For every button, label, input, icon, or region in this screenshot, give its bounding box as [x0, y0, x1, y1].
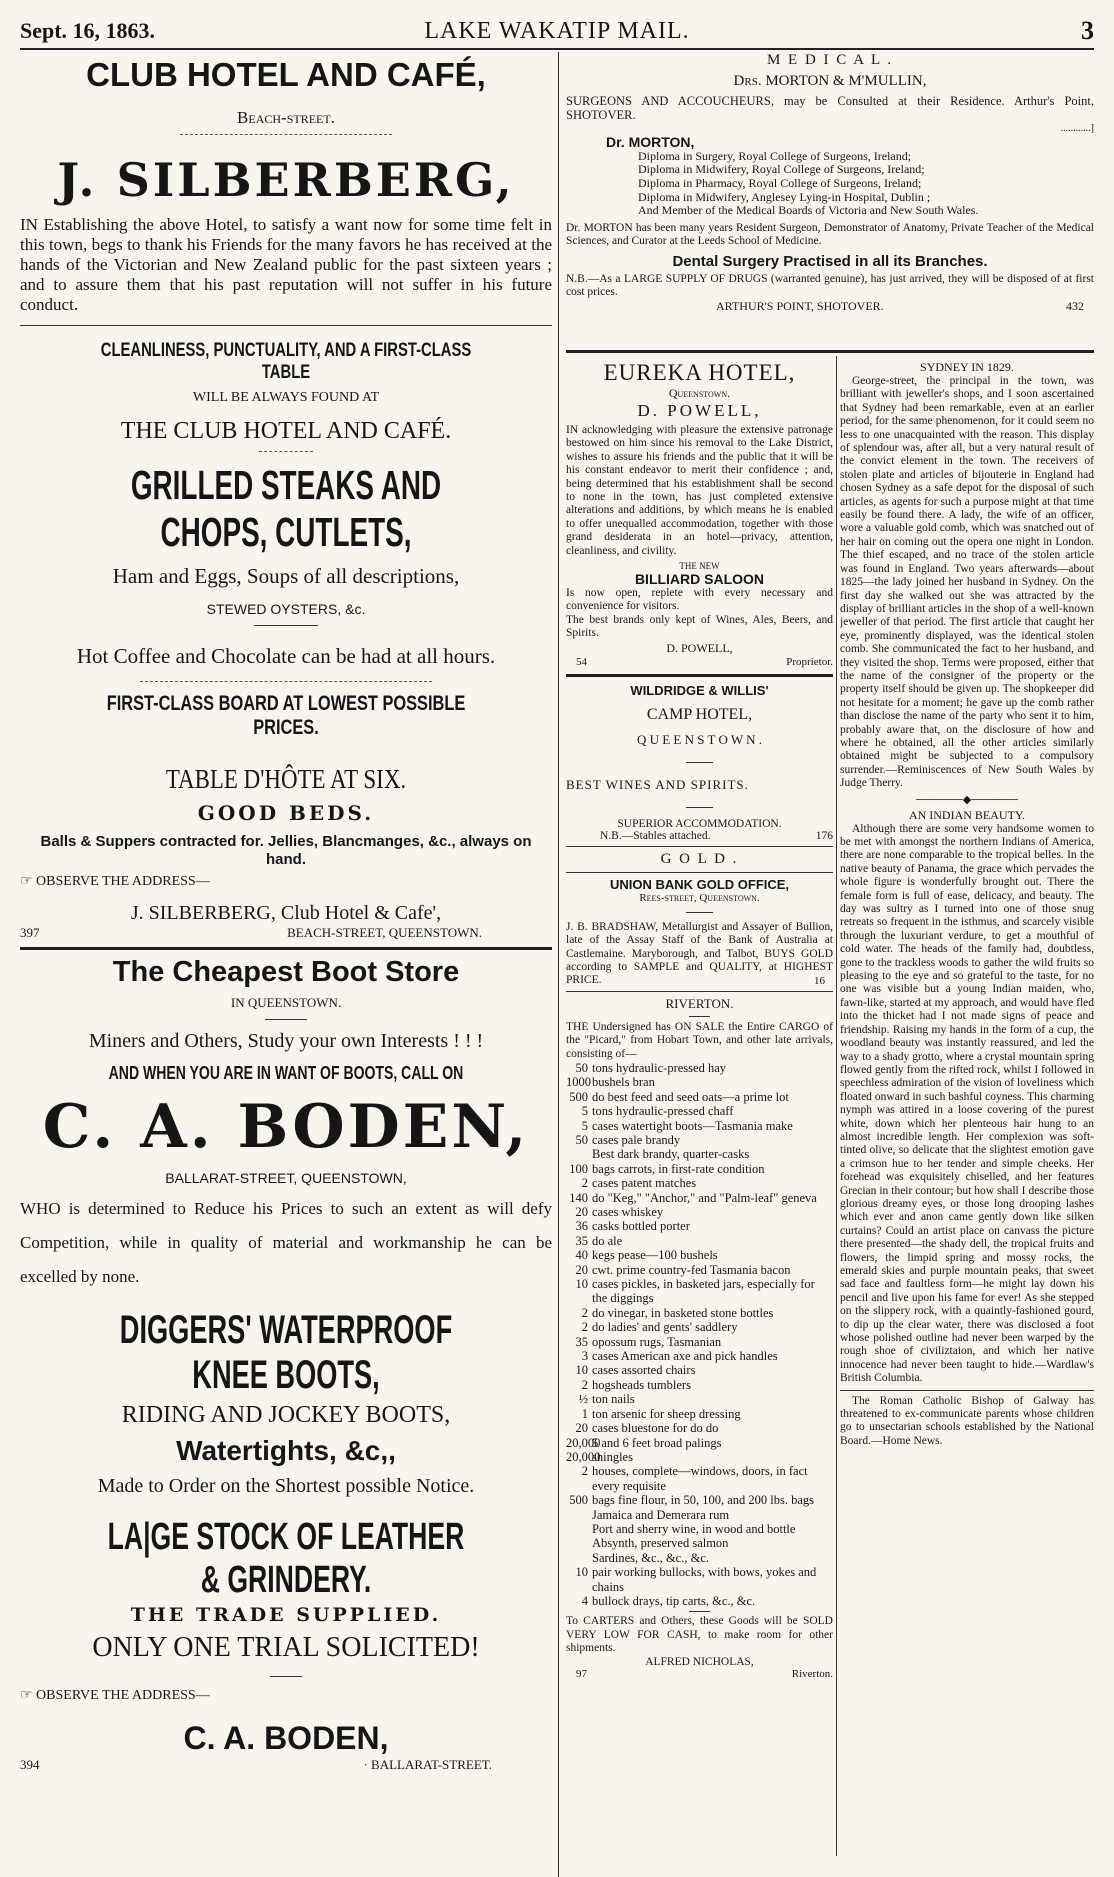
union-bank-street: Rees-street, Queenstown. [639, 891, 760, 904]
cargo-description: bullock drays, tip carts, &c., &c. [592, 1593, 756, 1608]
masthead [20, 14, 1094, 50]
watertights: Watertights, &c,, [176, 1435, 396, 1466]
billiard-saloon: BILLIARD SALOON [634, 571, 765, 588]
cargo-item [566, 1075, 833, 1089]
cargo-description: do "Keg," "Anchor," and "Palm-leaf" geneva [592, 1190, 817, 1205]
cargo-list [566, 1061, 833, 1608]
issue-date: Sept. 16, 1863. [20, 18, 156, 43]
paper-title: LAKE WAKATIP MAIL. [424, 18, 690, 44]
grilled-steaks: GRILLED STEAKS AND CHOPS, CUTLETS, [130, 462, 442, 555]
ornament-rule: ──────◆────── [916, 793, 1018, 806]
medical-footer [566, 299, 1094, 314]
section-rule [566, 674, 833, 677]
cargo-description: shingles [592, 1449, 633, 1464]
camp-hotel-name: CAMP HOTEL, [646, 705, 753, 723]
section-rule [566, 991, 833, 992]
divider [686, 807, 713, 808]
proprietor-name: J. SILBERBERG, [57, 153, 515, 207]
diggers-boots: DIGGERS' WATERPROOF KNEE BOOTS, [119, 1308, 453, 1397]
ad-number: 16 [814, 974, 825, 987]
eureka-hotel-ad [566, 360, 833, 668]
cargo-quantity: 1 [581, 1406, 588, 1421]
cargo-description: cases bluestone for do do [592, 1421, 719, 1436]
riverton-sign: ALFRED NICHOLAS, [645, 1655, 754, 1668]
club-street-footer: BEACH-STREET, QUEENSTOWN. [287, 925, 482, 940]
ham-and-eggs: Ham and Eggs, Soups of all descriptions, [112, 564, 460, 588]
cargo-description: do ale [592, 1233, 623, 1248]
sydney-heading: SYDNEY IN 1829. [920, 360, 1014, 374]
camp-owners: WILDRIDGE & WILLIS' [630, 682, 769, 698]
cargo-item [566, 1061, 833, 1075]
cargo-description: do best feed and seed oats—a prime lot [592, 1089, 789, 1104]
balls-suppers: Balls & Suppers contracted for. Jellies, Blancmanges, &c., always on hand. [40, 833, 532, 868]
boden-name: C. A. BODEN, [42, 1092, 530, 1162]
cargo-quantity: 20 [575, 1262, 588, 1277]
made-to-order: Made to Order on the Shortest possible Notice. [97, 1475, 475, 1497]
cargo-item [566, 1248, 833, 1262]
medical-intro: SURGEONS AND ACCOUCHEURS, may be Consulted at their Residence. Arthur's Point, SHOTOVER. [566, 94, 1094, 123]
eureka-town: Queenstown. [668, 386, 731, 400]
proprietor-label: Proprietor. [786, 655, 833, 668]
club-hotel-intro: IN Establishing the above Hotel, to satisfy a want now for some time felt in this town, begs to thank his Friends for the many favors he has received at the hands of the Victorian and New Zealand public for the past sixteen years ; and to assure them that his past reputation will not suffer in his future conduct. [20, 215, 552, 314]
diploma-item: And Member of the Medical Boards of Victoria and New South Wales. [638, 203, 979, 218]
boden-footer [20, 1757, 552, 1773]
cargo-description: ton arsenic for sheep dressing [592, 1406, 741, 1421]
divider [20, 325, 552, 326]
cargo-item [566, 1263, 833, 1277]
cargo-quantity: 20,000 [566, 1435, 601, 1450]
cargo-item [566, 1407, 833, 1421]
gold-office-ad [566, 851, 833, 987]
one-trial: ONLY ONE TRIAL SOLICITED! [92, 1632, 480, 1663]
cargo-quantity: 500 [569, 1493, 588, 1508]
boden-body: WHO is determined to Reduce his Prices to such an extent as will defy Competition, while in quality of material and workmanship he can be excelled by none. [20, 1199, 552, 1286]
club-hotel-ad [20, 56, 552, 941]
cargo-quantity: 40 [575, 1248, 588, 1263]
cargo-item [566, 1320, 833, 1334]
cargo-description: hogsheads tumblers [592, 1377, 691, 1392]
cargo-description: houses, complete—windows, doors, in fact every requisite [592, 1464, 808, 1493]
divider [254, 625, 318, 626]
medical-heading: M E D I C A L . [766, 52, 894, 68]
cargo-item [566, 1205, 833, 1219]
boden-street: BALLARAT-STREET, QUEENSTOWN, [165, 1170, 407, 1186]
divider [689, 1016, 710, 1017]
ornament-rule [259, 451, 312, 452]
page-number: 3 [1081, 16, 1094, 45]
cargo-item [566, 1133, 833, 1147]
cargo-item [566, 1508, 833, 1522]
good-beds: GOOD BEDS. [197, 801, 375, 825]
cargo-description: bushels bran [592, 1075, 655, 1090]
cargo-item [566, 1119, 833, 1133]
hot-coffee: Hot Coffee and Chocolate can be had at all hours. [76, 644, 496, 668]
club-hotel-street: Beach-street. [237, 108, 335, 127]
divider [566, 872, 833, 873]
cargo-item [566, 1234, 833, 1248]
bishop-note: The Roman Catholic Bishop of Galway has threatened to ex-communicate parents whose children go to unsectarian schools established by the National Board.—Home News. [840, 1394, 1094, 1447]
first-class-board: FIRST-CLASS BOARD AT LOWEST POSSIBLE PRICES. [106, 692, 466, 739]
sydney-body: George-street, the principal in the town, was brilliant with jeweller's shops, and I soon ascertained that Sydney had been remarkable, even at an earlier period, for the same phenomenon, for it could seem no less to one unacquainted with the reason. This display of splendour was, after all, but a very natural result of the convict element in the town. The receivers of stolen plate and articles of bijouterie in England had chosen Sydney as a safe depot for the disposal of such articles, as agents for such a purpose might at that time easily be found there. A lady, the wife of an officer, wore a valuable gold comb, which was snatched out of her hair on coming out the opera one night in London. The thief escaped, and no trace of the stolen article was found in England. Two years afterwards—about 1825—the lady joined her husband in Sydney. On the first day she walked out she was attracted by the display of brilliant articles in the shop of a well-known jeweller of that period. The first article that caught her eye, prominently displayed, was the identical stolen comb. She communicated the fact to her husband, and they visited the shop. Terms were proposed, either that the name of the consigner of the property or the property itself should be given up. The shopkeeper did not hesitate for a moment; he gave up the comb rather than disclose the name of the party who sent it to him, probably aware that, on the disclosure of how and where he obtained, all the other articles similarly obtained might be subjected to a compulsory surrender.—Reminiscences of New South Wales by Judge Therry. [840, 375, 1094, 790]
cargo-quantity: 5 [581, 1118, 588, 1133]
cargo-description: bags carrots, in first-rate condition [592, 1161, 765, 1176]
cargo-item [566, 1219, 833, 1233]
column-rule [558, 52, 559, 1877]
cargo-description: cwt. prime country-fed Tasmania bacon [592, 1262, 791, 1277]
column-rule [836, 356, 837, 1856]
dental-surgery: Dental Surgery Practised in all its Branches. [672, 252, 988, 270]
cargo-description: cases pickles, in basketed jars, especially for the diggings [592, 1277, 815, 1306]
indian-beauty-article [840, 808, 1094, 1386]
stewed-oysters: STEWED OYSTERS, &c. [206, 601, 366, 617]
cargo-item [566, 1392, 833, 1406]
cargo-item [566, 1335, 833, 1349]
indian-body: Although there are some very handsome women to be met with amongst the northern Indians of America, there are none comparable to the tropical belles. In the native beauty of Panama, the grace which pervades the whole figure is wonderfully brought out. There the female form is full of ease, delicacy, and beauty. The day was sultry as I turned into one of those snug retreats so frequent in the isthmus, and scarcely visible through the luxuriant verdure, to get a mouthful of cold water. The heads of the family had, doubtless, gone to the trackless woods to gather the wild fruits so pleasing to the eye and so grateful to the taste, for no one was visible but a young Indian maiden, who, fawn-like, started at my approach, and would have fled into the thicket had I not made signs of peace and friendship. Raising my hands in the form of a cup, the woodland beauty was instantly reassured, and led the way to a shady grotto, where a crystal mountain spring flowed gently from the rifted rock, whilst I followed in speechless admiration of the vision of loveliness which floated onward in such bashful coyness. This charming nymph was attired in a loose covering of the purest white, down which her plenteous hair hung to an almost incredible length. Her complexion was soft-tinted olive, so delicate that the slightest emotion gave a crimson hue to her tender and simple cheeks. Her forehead was exquisitely chiselled, and her features Grecian in their contour; but how shall I describe those glorious dreamy eyes, or those long drooping lashes which ever and anon came gently down like silken curtains? Could an artist place on canvass the picture there presented—the shady dell, the tropical fruits and flowers, the limpid spring and mossy rocks, the emerald skies and purple mountain peaks, that sweet sad face and faultless form—he might lay down his pencil and live upon his fame for ever! As she stepped on the slippery rock, with a quaintly-fashioned gourd, to dip up the clear water, there was disclosed a foot whose polished outline had never been warped by the rough shoe of civiliztaion, and which her native innocence had never been taught to hide.—Wardlaw's British Columbia. [840, 822, 1094, 1385]
cargo-description: opossum rugs, Tasmanian [592, 1334, 722, 1349]
morton-resident: Dr. MORTON has been many years Resident Surgeon, Demonstrator of Anatomy, Private Teacher of the Medical Sciences, and Curator at the Leeds School of Medicine. [566, 221, 1094, 248]
cargo-description: cases whiskey [592, 1205, 664, 1219]
cargo-quantity: 2 [581, 1464, 588, 1479]
carters-notice: To CARTERS and Others, these Goods will be SOLD VERY LOW FOR CASH, to make room for other shipments. [566, 1615, 833, 1655]
club-address: J. SILBERBERG, Club Hotel & Cafe', [130, 902, 442, 924]
miners-line: Miners and Others, Study your own Interests ! ! ! [88, 1030, 484, 1052]
best-brands: The best brands only kept of Wines, Ales, Beers, and Spirits. [566, 613, 833, 640]
will-be-found: WILL BE ALWAYS FOUND AT [192, 390, 380, 405]
cargo-quantity: 2 [581, 1176, 588, 1191]
cargo-quantity: 35 [575, 1233, 588, 1248]
cargo-quantity: 10 [575, 1277, 588, 1292]
middle-column [566, 360, 833, 1857]
boden-signature: C. A. BODEN, [183, 1720, 389, 1756]
section-rule [20, 947, 552, 950]
diploma-item: Diploma in Midwifery, Royal College of Surgeons, Ireland; [638, 162, 925, 177]
cargo-description: casks bottled porter [592, 1219, 690, 1234]
diploma-item: Diploma in Surgery, Royal College of Surgeons, Ireland; [638, 148, 912, 163]
cargo-quantity: 2 [581, 1305, 588, 1320]
riverton-intro: THE Undersigned has ON SALE the Entire CARGO of the "Picard," from Hobart Town, and other late arrivals, consisting of— [566, 1020, 833, 1060]
divider [689, 1611, 710, 1612]
cargo-item [566, 1349, 833, 1363]
eureka-footer [566, 656, 833, 668]
when-in-want: AND WHEN YOU ARE IN WANT OF BOOTS, CALL ON [108, 1063, 464, 1083]
cargo-item [566, 1464, 833, 1493]
cargo-description: pair working bullocks, with bows, yokes and chains [592, 1565, 817, 1594]
section-rule [566, 350, 1094, 353]
ad-number: 54 [576, 655, 587, 668]
ornament-rule [180, 134, 393, 135]
cargo-item [566, 1536, 833, 1550]
cargo-quantity: 500 [569, 1089, 588, 1104]
saloon-open: Is now open, replete with every necessary and convenience for visitors. [566, 587, 833, 613]
camp-town: Q U E E N S T O W N . [636, 731, 763, 747]
cargo-item [566, 1306, 833, 1320]
cargo-description: Absynth, preserved salmon [592, 1536, 729, 1551]
cargo-quantity: 50 [575, 1132, 588, 1147]
union-bank-title: UNION BANK GOLD OFFICE, [609, 876, 790, 892]
cargo-quantity: 50 [575, 1060, 588, 1075]
cargo-description: do ladies' and gents' saddlery [592, 1320, 738, 1335]
cargo-quantity: 1000 [566, 1075, 591, 1090]
stables-attached: N.B.—Stables attached. [600, 829, 711, 842]
divider [686, 912, 713, 913]
eureka-title: EUREKA HOTEL, [603, 360, 796, 385]
cargo-description: do vinegar, in basketed stone bottles [592, 1305, 774, 1320]
superior-accommodation: SUPERIOR ACCOMMODATION. [617, 817, 782, 830]
eureka-sign: D. POWELL, [666, 640, 733, 655]
riding-boots: RIDING AND JOCKEY BOOTS, [121, 1402, 451, 1428]
cargo-quantity: 2 [581, 1377, 588, 1392]
cargo-description: cases American axe and pick handles [592, 1349, 778, 1364]
cargo-item [566, 1436, 833, 1450]
left-column [20, 52, 552, 1877]
diploma-item: Diploma in Pharmacy, Royal College of Surgeons, Ireland; [638, 176, 922, 190]
cargo-item [566, 1551, 833, 1565]
best-wines: BEST WINES AND SPIRITS. [566, 776, 749, 792]
cargo-quantity: 2 [581, 1320, 588, 1335]
right-column [840, 360, 1094, 1857]
cargo-description: Sardines, &c., &c., &c. [592, 1550, 709, 1565]
cargo-description: Best dark brandy, quarter-casks [592, 1147, 750, 1162]
cargo-item [566, 1493, 833, 1507]
camp-footer [566, 830, 833, 842]
cargo-description: bags fine flour, in 50, 100, and 200 lbs. bags [592, 1493, 815, 1508]
riverton-ad [566, 996, 833, 1680]
cargo-quantity: 20,000 [566, 1449, 601, 1464]
club-hotel-name: THE CLUB HOTEL AND CAFÉ. [120, 418, 452, 444]
table-dhote: TABLE D'HÔTE AT SIX. [165, 764, 407, 794]
medical-ad [566, 52, 1094, 354]
cargo-description: Port and sherry wine, in wood and bottle [592, 1521, 796, 1536]
club-hotel-title: CLUB HOTEL AND CAFÉ, [86, 56, 486, 93]
diploma-item: Diploma in Midwifery, Anglesey Lying-in Hospital, Dublin ; [638, 189, 931, 204]
cargo-quantity: 10 [575, 1565, 588, 1580]
eureka-body: IN acknowledging with pleasure the extensive patronage bestowed on him since his removal to the Lake District, wishes to assure his friends and the public that it will be his constant endeavor to merit their confidence ; and, being determined that his establishment shall be second to none in the town, has just completed extensive alterations and additions, by which means he is enabled to offer unequalled accommodation, together with those grand desiderata in an hotel—privacy, attention, cleanliness, and civility. [566, 424, 833, 557]
eureka-owner: D. POWELL, [637, 401, 762, 420]
riverton-heading: RIVERTON. [665, 995, 734, 1011]
cargo-item [566, 1147, 833, 1161]
section-rule [840, 1390, 1094, 1391]
trade-supplied: THE TRADE SUPPLIED. [130, 1604, 442, 1626]
cargo-item [566, 1162, 833, 1176]
cargo-item [566, 1363, 833, 1377]
cargo-quantity: 100 [569, 1161, 588, 1176]
cargo-quantity: 10 [575, 1363, 588, 1378]
cargo-quantity: 5 [581, 1104, 588, 1119]
cargo-description: tons hydraulic-pressed hay [592, 1060, 726, 1075]
ad-number: 394 [20, 1757, 40, 1772]
ad-number: 176 [815, 829, 833, 842]
cargo-description: kegs pease—100 bushels [592, 1248, 718, 1263]
cargo-item [566, 1191, 833, 1205]
cargo-description: cases watertight boots—Tasmania make [592, 1118, 793, 1133]
cargo-item [566, 1421, 833, 1435]
cargo-description: Jamaica and Demerara rum [592, 1507, 730, 1522]
boot-store-title: The Cheapest Boot Store [112, 956, 460, 988]
ornament-rule [140, 681, 433, 682]
printer-mark: ............] [1060, 122, 1094, 134]
section-rule [566, 846, 833, 847]
dr-morton-heading: Dr. MORTON, [606, 133, 695, 150]
ad-number: 97 [576, 1667, 587, 1680]
cargo-item [566, 1176, 833, 1190]
divider [265, 1019, 308, 1020]
cargo-quantity: 35 [575, 1334, 588, 1349]
cargo-quantity: 36 [575, 1219, 588, 1234]
cargo-quantity: 20 [575, 1205, 588, 1219]
boden-boot-store-ad [20, 956, 552, 1773]
club-footer [20, 925, 552, 941]
cargo-quantity: 140 [569, 1190, 588, 1205]
doctors-names: Drs. MORTON & M'MULLIN, [733, 73, 927, 89]
riverton-footer [566, 1668, 833, 1680]
cargo-description: cases pale brandy [592, 1132, 681, 1147]
cargo-item [566, 1378, 833, 1392]
gold-heading: G O L D . [660, 850, 739, 867]
cargo-quantity: 3 [581, 1349, 588, 1364]
sydney-article [840, 360, 1094, 791]
medical-place: ARTHUR'S POINT, SHOTOVER. [716, 299, 884, 314]
cargo-item [566, 1104, 833, 1118]
cargo-quantity: 4 [581, 1593, 588, 1608]
cargo-item [566, 1594, 833, 1608]
bradshaw-body: J. B. BRADSHAW, Metallurgist and Assayer of Bullion, late of the Assay Staff of the Bank of Australia at Castlemaine. Maryborough, and Talbot, BUYS GOLD according to SAMPLE and QUALITY, at HIGHEST PRICE. [566, 920, 833, 987]
cargo-item [566, 1565, 833, 1594]
drugs-notice: N.B.—As a LARGE SUPPLY OF DRUGS (warranted genuine), has just arrived, they will be disposed of at first cost prices. [566, 272, 1094, 298]
observe-address: ☞ OBSERVE THE ADDRESS— [20, 1688, 210, 1703]
cargo-description: ton nails [592, 1392, 635, 1407]
divider [270, 1676, 302, 1677]
cargo-item [566, 1277, 833, 1306]
cargo-quantity: 20 [575, 1421, 588, 1436]
cargo-description: 5 and 6 feet broad palings [592, 1435, 722, 1450]
cargo-description: cases assorted chairs [592, 1363, 696, 1378]
indian-heading: AN INDIAN BEAUTY. [908, 807, 1026, 822]
cargo-description: cases patent matches [592, 1176, 697, 1191]
camp-hotel-ad [566, 683, 833, 842]
boden-street-footer: · BALLARAT-STREET. [363, 1757, 492, 1772]
ad-number: 432 [1066, 299, 1084, 314]
ad-number: 397 [20, 925, 40, 940]
cargo-quantity: ½ [578, 1392, 588, 1407]
cargo-item [566, 1090, 833, 1104]
large-stock: LA|GE STOCK OF LEATHER & GRINDERY. [107, 1516, 465, 1601]
cargo-description: tons hydraulic-pressed chaff [592, 1104, 734, 1119]
the-new: THE NEW [679, 561, 720, 572]
diploma-list [638, 150, 1094, 218]
cargo-item [566, 1522, 833, 1536]
cleanliness-line: CLEANLINESS, PUNCTUALITY, AND A FIRST-CLASS TABLE [100, 340, 472, 383]
observe-address: ☞ OBSERVE THE ADDRESS— [20, 874, 210, 889]
riverton-place: Riverton. [791, 1667, 833, 1680]
cargo-item [566, 1450, 833, 1464]
divider [686, 762, 713, 763]
boot-store-town: IN QUEENSTOWN. [230, 995, 342, 1010]
